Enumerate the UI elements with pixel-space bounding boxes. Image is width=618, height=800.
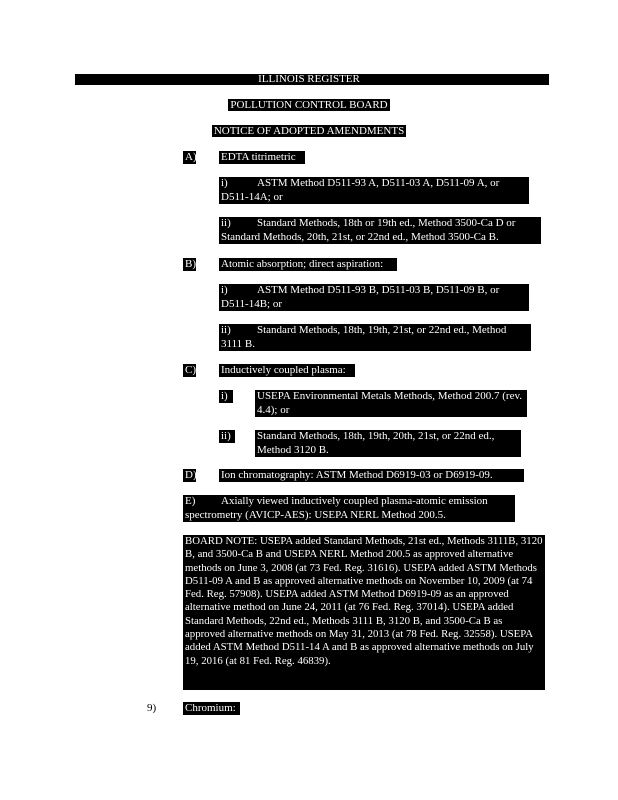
item-b-i: i) ASTM Method D511-93 B, D511-03 B, D511-09 B, or D511-14B; or (219, 284, 529, 311)
item-d-label: D) (185, 469, 197, 481)
board-note: BOARD NOTE: USEPA added Standard Methods, 21st ed., Methods 3111B, 3120 B, and 3500-Ca B and USEPA NERL Method 200.5 as approved alternative methods on June 3, 2008 (at 73 Fed. Reg. 31616). USEPA added ASTM Methods D511-09 A and B as approved alternative methods on November 10, 2009 (at 74 Fed. Reg. 57908). USEPA added ASTM Method D6919-09 as an approved alternative method on June 24, 2011 (at 76 Fed. Reg. 37014). USEPA added Standard Methods, 22nd ed., Methods 3111 B, 3120 B, and 3500-Ca B as approved alternative methods on May 31, 2013 (at 78 Fed. Reg. 32558). USEPA added ASTM Method D511-14 A and B as approved alternative methods on July 19, 2016 (at 81 Fed. Reg. 46839). (183, 535, 545, 690)
item-c-title: Inductively coupled plasma: (219, 364, 355, 377)
item-b-label: B) (185, 258, 196, 270)
item-a-i: i) ASTM Method D511-93 A, D511-03 A, D511-09 A, or D511-14A; or (219, 177, 529, 204)
item-a-ii: ii) Standard Methods, 18th or 19th ed., Method 3500-Ca D or Standard Methods, 20th, 21st, or 22nd ed., Method 3500-Ca B. (219, 217, 541, 244)
item-a-label: A) (185, 151, 197, 163)
item-e: E) Axially viewed inductively coupled plasma-atomic emission spectrometry (AVICP-AES): USEPA NERL Method 200.5. (183, 495, 515, 522)
item-b-title: Atomic absorption; direct aspiration: (219, 258, 397, 271)
section-9-label: 9) (147, 702, 157, 714)
item-b-ii: ii) Standard Methods, 18th, 19th, 21st, or 22nd ed., Method 3111 B. (219, 324, 531, 351)
register-title: ILLINOIS REGISTER (258, 73, 360, 85)
item-a-title: EDTA titrimetric (219, 151, 305, 164)
item-c-i-text: USEPA Environmental Metals Methods, Method 200.7 (rev. 4.4); or (255, 390, 527, 417)
board-title: POLLUTION CONTROL BOARD (230, 99, 388, 111)
section-9-title: Chromium: (183, 702, 240, 715)
item-c-i-label: i) (219, 390, 233, 403)
item-c-ii-text: Standard Methods, 18th, 19th, 20th, 21st, or 22nd ed., Method 3120 B. (255, 430, 521, 457)
item-c-label: C) (185, 364, 196, 376)
item-d-text: Ion chromatography: ASTM Method D6919-03 or D6919-09. (219, 469, 524, 482)
notice-title: NOTICE OF ADOPTED AMENDMENTS (213, 125, 405, 137)
item-c-ii-label: ii) (219, 430, 235, 443)
